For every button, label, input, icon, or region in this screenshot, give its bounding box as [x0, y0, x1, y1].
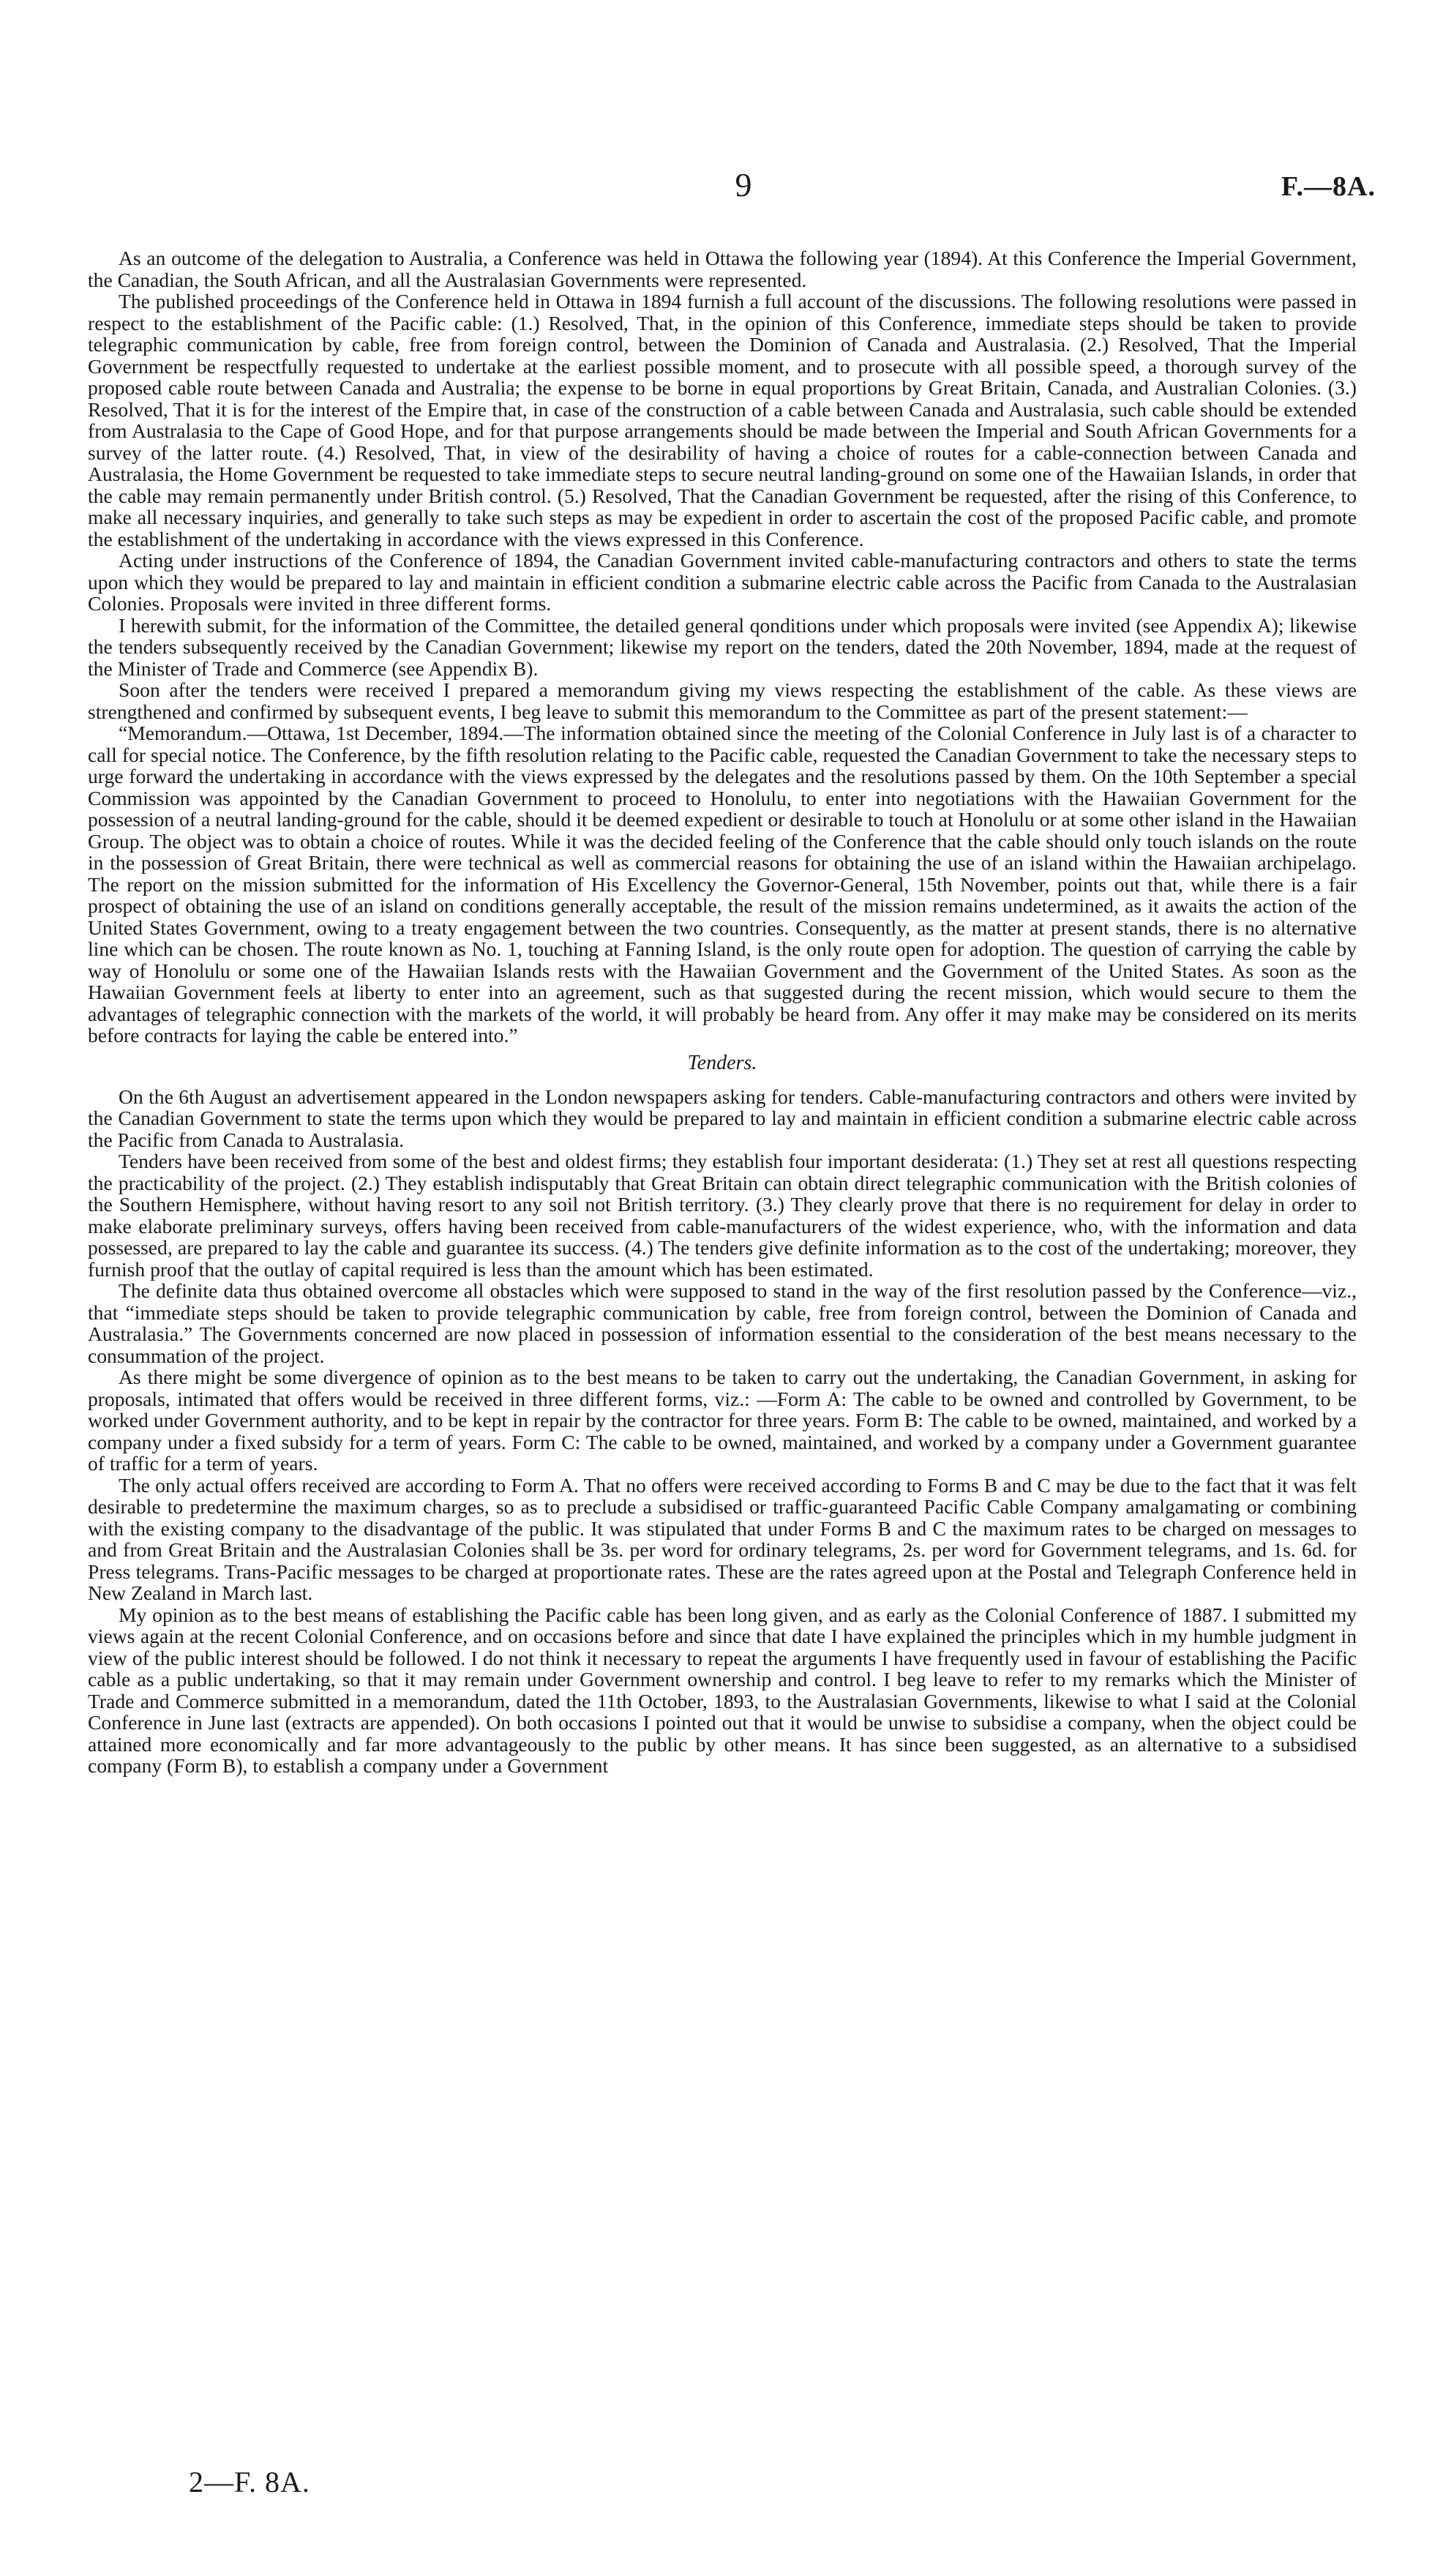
footer-signature: 2—F. 8A.: [189, 2465, 310, 2498]
paragraph: The only actual offers received are according to Form A. That no offers were received according to Forms B and C may be due to the fact that it was felt desirable to predetermine the maximum charges, so as to preclude a subsidised or traffic-guaranteed Pacific Cable Company amalgamating or combining with the existing company to the disadvantage of the public. It was stipulated that under Forms B and C the maximum rates to be charged on messages to and from Great Britain and the Australasian Colonies shall be 3s. per word for ordinary telegrams, 2s. per word for Government telegrams, and 1s. 6d. for Press telegrams. Trans-Pacific messages to be charged at proportionate rates. These are the rates agreed upon at the Postal and Telegraph Conference held in New Zealand in March last.: [88, 1473, 1357, 1604]
paragraph: Soon after the tenders were received I prepared a memorandum giving my views respecting the establishment of the cable. As these views are strengthened and confirmed by subsequent events, I beg leave to submit this memorandum to the Committee as part of the present statement:—: [88, 678, 1357, 723]
paragraph: My opinion as to the best means of establishing the Pacific cable has been long given, and as early as the Colonial Conference of 1887. I submitted my views again at the recent Colonial Conference, and on occasions before and since that date I have explained the principles which in my humble judgment in view of the public interest should be followed. I do not think it necessary to repeat the arguments I have frequently used in favour of establishing the Pacific cable as a public undertaking, so that it may remain under Government ownership and control. I beg leave to refer to my remarks which the Minister of Trade and Commerce submitted in a memorandum, dated the 11th October, 1893, to the Australasian Governments, likewise to what I said at the Colonial Conference in June last (extracts are appended). On both occasions I pointed out that it would be unwise to subsidise a company, when the object could be attained more economically and far more advantageously to the public by other means. It has since been suggested, as an alternative to a subsidised company (Form B), to establish a company under a Government: [88, 1603, 1357, 1777]
paragraph: On the 6th August an advertisement appeared in the London newspapers asking for tenders. Cable-manufacturing contractors and others were invited by the Canadian Government to state the terms upon which they would be prepared to lay and maintain in efficient condition a submarine electric cable across the Pacific from Canada to Australasia.: [88, 1085, 1357, 1151]
paragraph: As an outcome of the delegation to Australia, a Conference was held in Ottawa the following year (1894). At this Conference the Imperial Government, the Canadian, the South African, and all the Australasian Governments were represented.: [88, 247, 1357, 291]
memorandum-paragraph: “Memorandum.—Ottawa, 1st December, 1894.—The information obtained since the meeting of the Colonial Conference in July last is of a character to call for special notice. The Conference, by the fifth resolution relating to the Pacific cable, requested the Canadian Government to take the necessary steps to urge forward the undertaking in accordance with the views expressed by the delegates and the resolutions passed by them. On the 10th September a special Commission was appointed by the Canadian Government to proceed to Honolulu, to enter into negotiations with the Hawaiian Government for the possession of a neutral landing-ground for the cable, should it be deemed expedient or desirable to touch at Honolulu or at some other island in the Hawaiian Group. The object was to obtain a choice of routes. While it was the decided feeling of the Conference that the cable should only touch islands on the route in the possession of Great Britain, there were technical as well as commercial reasons for obtaining the use of an island within the Hawaiian archipelago. The report on the mission submitted for the information of His Excellency the Governor-General, 15th November, points out that, while there is a fair prospect of obtaining the use of an island on conditions generally acceptable, the result of the mission remains undetermined, as it awaits the action of the United States Government, owing to a treaty engagement between the two countries. Consequently, as the matter at present stands, there is no alternative line which can be chosen. The route known as No. 1, touching at Fanning Island, is the only route open for adoption. The question of carrying the cable by way of Honolulu or some one of the Hawaiian Islands rests with the Hawaiian Government and the Government of the United States. As soon as the Hawaiian Government feels at liberty to enter into an agreement, such as that suggested during the recent mission, which would secure to them the advantages of telegraphic connection with the markets of the world, it will probably be heard from. Any offer it may make may be considered on its merits before contracts for laying the cable be entered into.”: [88, 722, 1357, 1046]
paragraph: Acting under instructions of the Conference of 1894, the Canadian Government invited cable-manufacturing contractors and others to state the terms upon which they would be prepared to lay and maintain in efficient condition a submarine electric cable across the Pacific from Canada to the Australasian Colonies. Proposals were invited in three different forms.: [88, 549, 1357, 615]
paragraph: The published proceedings of the Conference held in Ottawa in 1894 furnish a full account of the discussions. The following resolutions were passed in respect to the establishment of the Pacific cable: (1.) Resolved, That, in the opinion of this Conference, immediate steps should be taken to provide telegraphic communication by cable, free from foreign control, between the Dominion of Canada and Australasia. (2.) Resolved, That the Imperial Government be respectfully requested to undertake at the earliest possible moment, and to prosecute with all possible speed, a thorough survey of the proposed cable route between Canada and Australia; the expense to be borne in equal proportions by Great Britain, Canada, and Australian Colonies. (3.) Resolved, That it is for the interest of the Empire that, in case of the construction of a cable between Canada and Australasia, such cable should be extended from Australasia to the Cape of Good Hope, and for that purpose arrangements should be made between the Imperial and South African Governments for a survey of the latter route. (4.) Resolved, That, in view of the desirability of having a choice of routes for a cable-connection between Canada and Australasia, the Home Government be requested to take immediate steps to secure neutral landing-ground on some one of the Hawaiian Islands, in order that the cable may remain permanently under British control. (5.) Resolved, That the Canadian Government be requested, after the rising of this Conference, to make all necessary inquiries, and generally to take such steps as may be expedient in order to ascertain the cost of the proposed Pacific cable, and promote the establishment of the undertaking in accordance with the views expressed in this Conference.: [88, 290, 1357, 550]
paragraph: Tenders have been received from some of the best and oldest firms; they establish four important desiderata: (1.) They set at rest all questions respecting the practicability of the project. (2.) They establish indisputably that Great Britain can obtain direct telegraphic communication with the British colonies of the Southern Hemisphere, without having resort to any soil not British territory. (3.) They clearly prove that there is no requirement for delay in order to make elaborate preliminary surveys, offers having been received from cable-manufacturers of the widest experience, who, with the information and data possessed, are prepared to lay the cable and guarantee its success. (4.) The tenders give definite information as to the cost of the undertaking; moreover, they furnish proof that the outlay of capital required is less than the amount which has been estimated.: [88, 1150, 1357, 1281]
paragraph: As there might be some divergence of opinion as to the best means to be taken to carry out the undertaking, the Canadian Government, in asking for proposals, intimated that offers would be received in three different forms, viz.: —Form A: The cable to be owned and controlled by Government, to be worked under Government authority, and to be kept in repair by the contractor for three years. Form B: The cable to be owned, maintained, and worked by a company under a fixed subsidy for a term of years. Form C: The cable to be owned, maintained, and worked by a company under a Government guarantee of traffic for a term of years.: [88, 1366, 1357, 1475]
paragraph: I herewith submit, for the information of the Committee, the detailed general qonditions under which proposals were invited (see Appendix A); likewise the tenders subsequently received by the Canadian Government; likewise my report on the tenders, dated the 20th November, 1894, made at the request of the Minister of Trade and Commerce (see Appendix B).: [88, 613, 1357, 680]
page-number: 9: [735, 166, 752, 203]
document-reference: F.—8A.: [1281, 171, 1376, 202]
paragraph: The definite data thus obtained overcome all obstacles which were supposed to stand in the way of the first resolution passed by the Conference—viz., that “immediate steps should be taken to provide telegraphic communication by cable, free from foreign control, between the Dominion of Canada and Australasia.” The Governments concerned are now placed in possession of information essential to the consideration of the best means necessary to the consummation of the project.: [88, 1279, 1357, 1367]
body-text: [88, 247, 1357, 1777]
section-heading-tenders: Tenders.: [687, 1051, 757, 1074]
